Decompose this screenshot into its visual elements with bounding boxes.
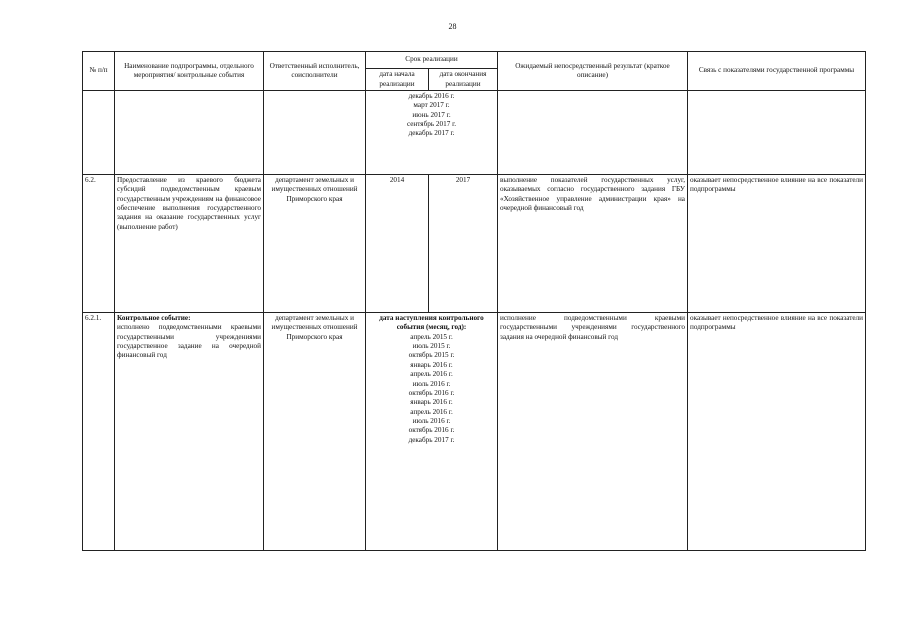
date-item: январь 2016 г. bbox=[410, 360, 453, 369]
header-period: Срок реализации bbox=[366, 52, 498, 69]
page-number: 28 bbox=[448, 22, 457, 31]
cont-name bbox=[115, 91, 264, 175]
date-item: апрель 2015 г. bbox=[410, 332, 453, 341]
date-item: сентябрь 2017 г. bbox=[406, 120, 457, 129]
date-item: октябрь 2016 г. bbox=[408, 426, 455, 435]
row-result: исполнение подведомственными краевыми государственными учреждениями государственного задания на очередной финансовый год bbox=[498, 313, 688, 551]
cont-dates bbox=[366, 91, 498, 175]
date-item: июль 2016 г. bbox=[412, 379, 451, 388]
date-item: апрель 2016 г. bbox=[410, 370, 453, 379]
header-row bbox=[83, 52, 866, 69]
date-item: апрель 2016 г. bbox=[410, 407, 453, 416]
date-item: март 2017 г. bbox=[413, 101, 450, 110]
row-link: оказывает непосредственное влияние на все показатели подпрограммы bbox=[688, 313, 866, 551]
row-responsible: департамент земельных и имущественных отношений Приморского края bbox=[264, 313, 366, 551]
row-link: оказывает непосредственное влияние на все показатели подпрограммы bbox=[688, 175, 866, 313]
date-item: декабрь 2016 г. bbox=[408, 92, 455, 100]
date-item: июнь 2017 г. bbox=[412, 110, 451, 119]
table-row-continuation bbox=[83, 91, 866, 175]
control-event-text: исполнено подведомственными краевыми государственными учреждениями государственное задание на очередной финансовый год bbox=[117, 323, 261, 360]
cont-num bbox=[83, 91, 115, 175]
header-link: Связь с показателями государственной программы bbox=[688, 52, 866, 91]
date-heading: дата наступления контрольного события (месяц, год): bbox=[379, 314, 484, 332]
header-end: дата окончания реализации bbox=[429, 69, 498, 91]
cont-responsible bbox=[264, 91, 366, 175]
table-row-6-2-1 bbox=[83, 313, 866, 551]
date-item: декабрь 2017 г. bbox=[408, 435, 455, 444]
row-dates bbox=[366, 313, 498, 551]
row-start: 2014 bbox=[366, 175, 429, 313]
date-item: январь 2016 г. bbox=[410, 398, 453, 407]
header-result: Ожидаемый непосредственный результат (краткое описание) bbox=[498, 52, 688, 91]
row-num: 6.2. bbox=[83, 175, 115, 313]
row-responsible: департамент земельных и имущественных отношений Приморского края bbox=[264, 175, 366, 313]
row-end: 2017 bbox=[429, 175, 498, 313]
date-item: октябрь 2015 г. bbox=[408, 351, 455, 360]
row-result: выполнение показателей государственных услуг, оказываемых согласно государственного задания ГБУ «Хозяйственное управление администрации края» на очередной финансовый год bbox=[498, 175, 688, 313]
header-responsible: Ответственный исполнитель, соисполнители bbox=[264, 52, 366, 91]
date-item: июль 2016 г. bbox=[412, 416, 451, 425]
header-start: дата начала реализации bbox=[366, 69, 429, 91]
header-num: № п/п bbox=[83, 52, 115, 91]
cont-result bbox=[498, 91, 688, 175]
date-item: декабрь 2017 г. bbox=[408, 129, 455, 138]
date-item: июль 2015 г. bbox=[412, 342, 451, 351]
row-name bbox=[115, 313, 264, 551]
date-item: октябрь 2016 г. bbox=[408, 388, 455, 397]
cont-link bbox=[688, 91, 866, 175]
control-event-title: Контрольное событие: bbox=[117, 314, 191, 322]
row-num: 6.2.1. bbox=[83, 313, 115, 551]
table-row-6-2 bbox=[83, 175, 866, 313]
program-table bbox=[82, 51, 866, 551]
header-name: Наименование подпрограммы, отдельного мероприятия/ контрольные события bbox=[115, 52, 264, 91]
row-name: Предоставление из краевого бюджета субсидий подведомственным краевым государственным учреждениям на финансовое обеспечение выполнения государственного задания на оказание государственных услуг (выполнение работ) bbox=[115, 175, 264, 313]
